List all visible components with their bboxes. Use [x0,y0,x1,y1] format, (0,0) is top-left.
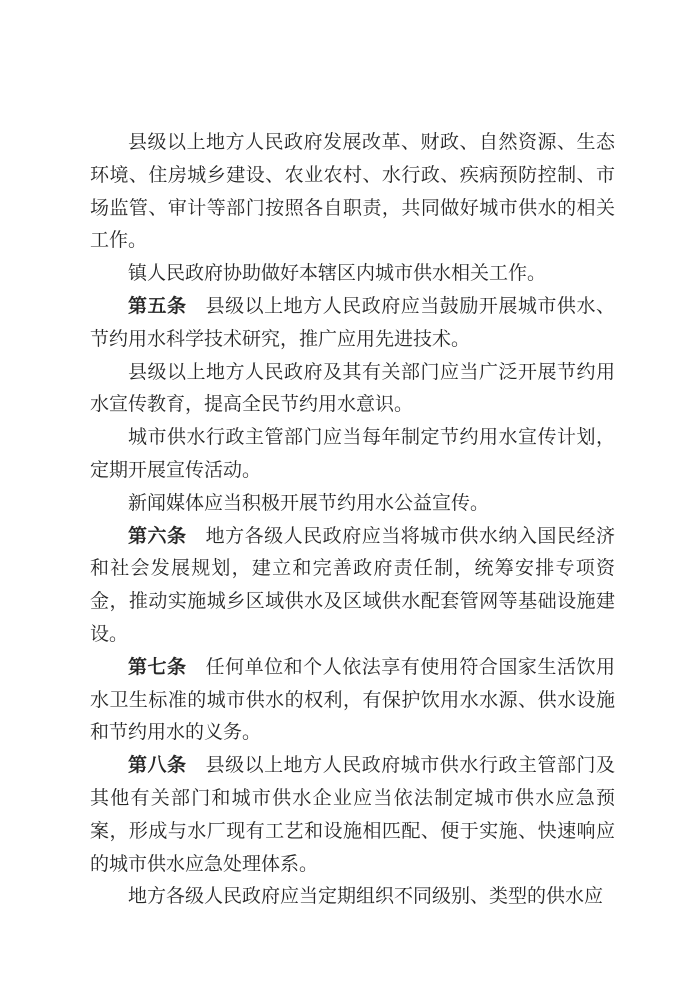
paragraph [90,421,615,487]
document-text-block [90,126,615,913]
paragraph-text: 地方各级人民政府应当将城市供水纳入国民经济和社会发展规划，建立和完善政府责任制，统筹安排专项资金，推动实施城乡区域供水及区域供水配套管网等基础设施建设。 [90,524,615,645]
paragraph [90,487,615,520]
paragraph-text: 县级以上地方人民政府应当鼓励开展城市供水、节约用水科学技术研究，推广应用先进技术。 [90,294,615,350]
paragraph-text: 任何单位和个人依法享有使用符合国家生活饮用水卫生标准的城市供水的权利，有保护饮用水水源、供水设施和节约用水的义务。 [90,655,615,744]
paragraph-text: 新闻媒体应当积极开展节约用水公益宣传。 [128,491,490,514]
paragraph-text: 地方各级人民政府应当定期组织不同级别、类型的供水应 [128,885,604,908]
paragraph [90,257,615,290]
paragraph-text: 镇人民政府协助做好本辖区内城市供水相关工作。 [128,262,547,285]
paragraph-text: 县级以上地方人民政府发展改革、财政、自然资源、生态环境、住房城乡建设、农业农村、水行政、疾病预防控制、市场监管、审计等部门按照各自职责，共同做好城市供水的相关工作。 [90,131,615,252]
paragraph-text: 县级以上地方人民政府及其有关部门应当广泛开展节约用水宣传教育，提高全民节约用水意识。 [90,360,615,416]
article-number: 第五条 [128,294,187,317]
article-number: 第八条 [128,754,187,777]
paragraph-text: 县级以上地方人民政府城市供水行政主管部门及其他有关部门和城市供水企业应当依法制定城市供水应急预案，形成与水厂现有工艺和设施相匹配、便于实施、快速响应的城市供水应急处理体系。 [90,754,615,875]
paragraph-text: 城市供水行政主管部门应当每年制定节约用水宣传计划，定期开展宣传活动。 [90,426,615,481]
article-number: 第六条 [128,524,187,547]
paragraph [90,356,615,422]
paragraph [90,290,615,356]
paragraph [90,651,615,749]
paragraph [90,520,615,651]
paragraph [90,880,615,913]
paragraph [90,126,615,257]
article-number: 第七条 [128,655,187,678]
paragraph [90,749,615,880]
